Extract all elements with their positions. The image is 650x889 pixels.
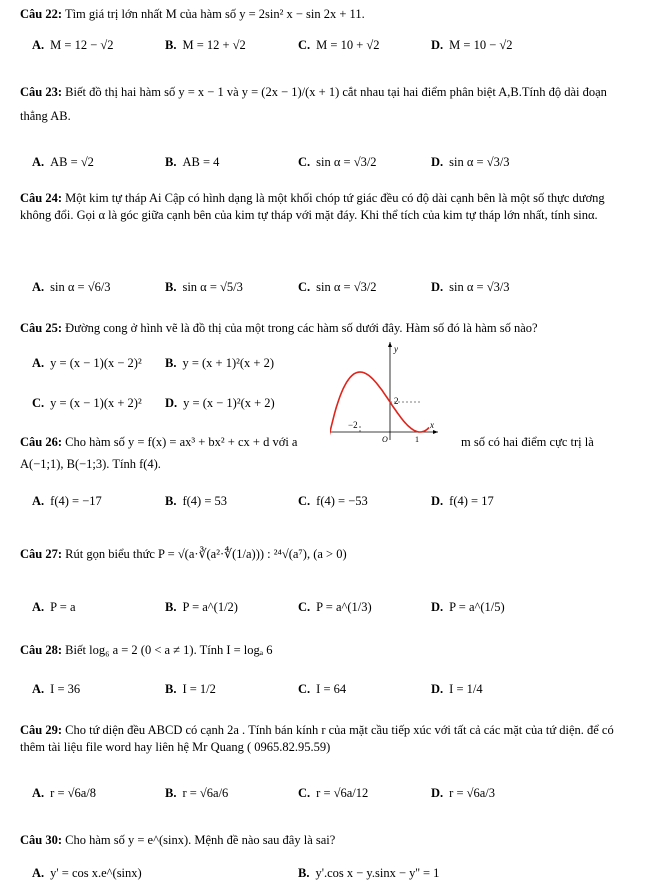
options-26	[32, 494, 647, 514]
option-a[interactable]: A. M = 12 − √2	[32, 38, 114, 52]
option-b[interactable]: B. sin α = √5/3	[165, 280, 243, 294]
question-number: Câu 23:	[20, 85, 63, 99]
question-24	[20, 190, 635, 224]
options-25-row2	[32, 396, 332, 416]
option-d[interactable]: D. I = 1/4	[431, 682, 483, 696]
question-text: Rút gọn biểu thức P = √(a·∛(a²·∜(1/a))) : ²⁴√(a⁷), (a > 0)	[65, 547, 347, 561]
option-b[interactable]: B. AB = 4	[165, 155, 220, 169]
option-a[interactable]: A. y' = cos x.e^(sinx)	[32, 866, 142, 880]
options-23	[32, 155, 647, 175]
option-a[interactable]: A. P = a	[32, 600, 76, 614]
option-b[interactable]: B. y = (x + 1)²(x + 2)	[165, 356, 275, 370]
question-text: Biết log₆ a = 2 (0 < a ≠ 1). Tính I = logₐ 6	[65, 643, 273, 657]
option-b[interactable]: B. I = 1/2	[165, 682, 216, 696]
y-label: y	[394, 344, 398, 354]
question-text: Biết đồ thị hai hàm số y = x − 1 và y = (2x − 1)/(x + 1) cắt nhau tại hai điểm phân biệt A,B.Tính độ dài đoạn thẳng AB.	[20, 85, 607, 123]
tick-label-2: 2	[394, 396, 399, 406]
function-graph	[330, 340, 440, 445]
tick-label-neg2: −2	[348, 420, 358, 430]
options-29	[32, 786, 647, 806]
option-b[interactable]: B. P = a^(1/2)	[165, 600, 238, 614]
option-c[interactable]: C. sin α = √3/2	[298, 155, 377, 169]
y-axis-arrow-icon	[388, 342, 392, 347]
option-c[interactable]: C. sin α = √3/2	[298, 280, 377, 294]
options-27	[32, 600, 647, 620]
question-text-points: A(−1;1), B(−1;3). Tính f(4).	[20, 457, 161, 471]
question-text: Cho hàm số y = e^(sinx). Mệnh đề nào sau đây là sai?	[65, 833, 336, 847]
question-number: Câu 22:	[20, 7, 63, 21]
options-22	[32, 38, 647, 58]
question-22	[20, 6, 635, 22]
option-a[interactable]: A. y = (x − 1)(x − 2)²	[32, 356, 142, 370]
question-27	[20, 546, 635, 562]
question-number: Câu 26:	[20, 435, 63, 449]
option-c[interactable]: C. I = 64	[298, 682, 347, 696]
question-number: Câu 28:	[20, 643, 63, 657]
tick-label-1: 1	[415, 435, 419, 444]
option-a[interactable]: A. r = √6a/8	[32, 786, 96, 800]
option-d[interactable]: D. sin α = √3/3	[431, 280, 510, 294]
question-text: Một kim tự tháp Ai Cập có hình dạng là một khối chóp tứ giác đều có độ dài cạnh bên là một số thực dương không đổi. Gọi α là góc giữa cạnh bên của kim tự tháp với mặt đáy. Khi thể tích của kim tự tháp lớn nhất, tính sinα.	[20, 191, 605, 222]
question-text: Đường cong ở hình vẽ là đồ thị của một trong các hàm số dưới đây. Hàm số đó là hàm số nào?	[65, 321, 538, 335]
question-29	[20, 722, 635, 756]
question-26	[20, 434, 635, 472]
question-number: Câu 30:	[20, 833, 63, 847]
question-number: Câu 27:	[20, 547, 63, 561]
option-b[interactable]: B. r = √6a/6	[165, 786, 229, 800]
option-d[interactable]: D. sin α = √3/3	[431, 155, 510, 169]
option-c[interactable]: C. P = a^(1/3)	[298, 600, 372, 614]
option-d[interactable]: D. y = (x − 1)²(x + 2)	[165, 396, 275, 410]
question-text: Tìm giá trị lớn nhất M của hàm số y = 2sin² x − sin 2x + 11.	[64, 7, 365, 21]
options-30	[32, 866, 647, 886]
x-label: x	[430, 420, 434, 430]
origin-label: O	[382, 435, 388, 444]
option-a[interactable]: A. I = 36	[32, 682, 81, 696]
question-23	[20, 80, 635, 128]
question-30	[20, 832, 635, 848]
option-a[interactable]: A. sin α = √6/3	[32, 280, 111, 294]
question-text: Cho hàm số y = f(x) = ax³ + bx² + cx + d với a	[65, 435, 298, 449]
options-25-row1	[32, 356, 332, 376]
option-d[interactable]: D. r = √6a/3	[431, 786, 495, 800]
option-b[interactable]: B. f(4) = 53	[165, 494, 228, 508]
question-number: Câu 25:	[20, 321, 63, 335]
question-number: Câu 24:	[20, 191, 63, 205]
question-25	[20, 320, 635, 336]
option-b[interactable]: B. y'.cos x − y.sinx − y'' = 1	[298, 866, 440, 880]
option-c[interactable]: C. f(4) = −53	[298, 494, 368, 508]
option-c[interactable]: C. r = √6a/12	[298, 786, 369, 800]
option-a[interactable]: A. f(4) = −17	[32, 494, 102, 508]
option-b[interactable]: B. M = 12 + √2	[165, 38, 246, 52]
option-c[interactable]: C. M = 10 + √2	[298, 38, 380, 52]
options-24	[32, 280, 647, 300]
question-number: Câu 29:	[20, 723, 63, 737]
option-c[interactable]: C. y = (x − 1)(x + 2)²	[32, 396, 142, 410]
option-a[interactable]: A. AB = √2	[32, 155, 94, 169]
question-28	[20, 642, 635, 658]
option-d[interactable]: D. P = a^(1/5)	[431, 600, 505, 614]
option-d[interactable]: D. f(4) = 17	[431, 494, 494, 508]
option-d[interactable]: D. M = 10 − √2	[431, 38, 513, 52]
question-text: Cho tứ diện đều ABCD có cạnh 2a . Tính bán kính r của mặt cầu tiếp xúc với tất cả các mặt của tứ diện. để có thêm tài liệu file word hay liên hệ Mr Quang ( 0965.82.95.59)	[20, 723, 614, 754]
question-text-cont: m số có hai điểm cực trị là	[461, 435, 594, 449]
options-28	[32, 682, 647, 702]
